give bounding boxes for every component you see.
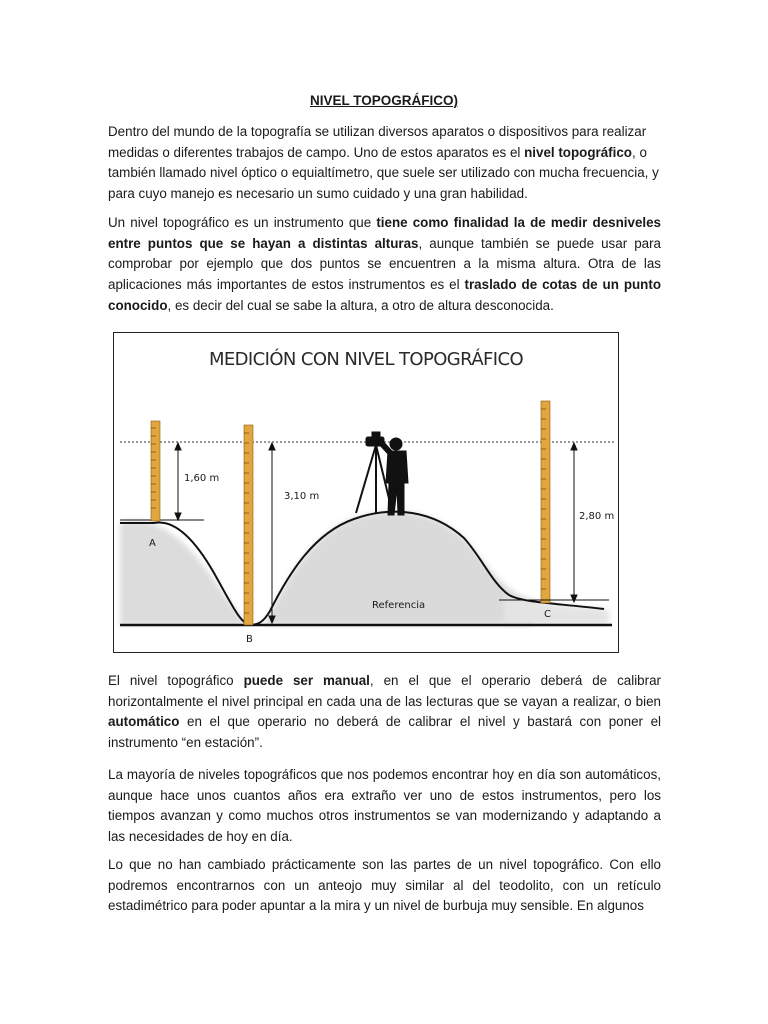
paragraph-modern (108, 765, 661, 848)
bold-text: traslado de cotas de un punto conocido (108, 277, 661, 313)
leveling-diagram (113, 332, 619, 653)
dimension-c (571, 443, 577, 602)
text-run: Un nivel topográfico es un instrumento que (108, 215, 377, 230)
text-run: en el que operario no deberá de calibrar el nivel y bastará con poner el instrumento “en estación”. (108, 714, 661, 751)
text-run: La mayoría de niveles topográficos que nos podemos encontrar hoy en día son automáticos, aunque hace unos cuantos años era extraño ver uno de estos instrumentos, pero los tiempos avanzan y como muchos otros instrumentos se van modernizando y adaptando a las necesidades de hoy en día. (108, 767, 661, 845)
staff-c (541, 401, 550, 603)
point-b-label: B (246, 634, 253, 645)
text-run: El nivel topográfico (108, 673, 244, 688)
text-run: , o también llamado nivel óptico o equialtímetro, que suele ser utilizado con mucha frecuencia, y para cuyo manejo es necesario un sumo cuidado y una gran habilidad. (108, 144, 659, 202)
dimension-b (269, 443, 275, 623)
point-c-label: C (544, 609, 551, 620)
paragraph-definition (108, 213, 661, 317)
text-run: Dentro del mundo de la topografía se utilizan diversos aparatos o dispositivos para realizar medidas o diferentes trabajos de campo. Uno de estos aparatos es el (108, 124, 647, 160)
text-run: , aunque también se puede usar para comprobar por ejemplo que dos puntos se encuentren a la misma altura. Otra de las aplicaciones más importantes de estos instrumentos es el (108, 235, 662, 293)
measure-b-label: 3,10 m (284, 491, 320, 502)
diagram-title: MEDICIÓN CON NIVEL TOPOGRÁFICO (208, 349, 524, 370)
text-run: , es decir del cual se sabe la altura, a otro de altura desconocida. (167, 297, 554, 313)
dimension-a (175, 443, 181, 520)
reference-label: Referencia (372, 600, 426, 611)
staff-a (151, 421, 160, 521)
surveyor-silhouette (356, 432, 408, 515)
bold-text: automático (108, 714, 180, 730)
leveling-diagram-drawing (114, 333, 618, 652)
paragraph-parts (108, 855, 661, 917)
point-a-label: A (149, 538, 156, 549)
paragraph-types (108, 671, 661, 754)
staff-b (244, 425, 253, 625)
bold-text: puede ser manual (243, 673, 370, 688)
document-title: NIVEL TOPOGRÁFICO) (309, 93, 458, 108)
bold-text: tiene como finalidad la de medir desniveles entre puntos que se hayan a distintas alturas (108, 215, 662, 251)
text-run: Lo que no han cambiado prácticamente son las partes de un nivel topográfico. Con ello podremos encontrarnos con un anteojo muy similar al del teodolito, con un retículo estadimétrico para poder apuntar a la mira y un nivel de burbuja muy sensible. En algunos (108, 857, 661, 914)
bold-text: nivel topográfico (524, 144, 632, 160)
measure-c-label: 2,80 m (579, 511, 615, 522)
text-run: , en el que el operario deberá de calibrar horizontalmente el nivel principal en cada una de las lecturas que se vayan a realizar, o bien (108, 673, 661, 709)
paragraph-intro (108, 122, 661, 205)
hill-a-fill (120, 521, 248, 625)
measure-a-label: 1,60 m (184, 473, 220, 484)
